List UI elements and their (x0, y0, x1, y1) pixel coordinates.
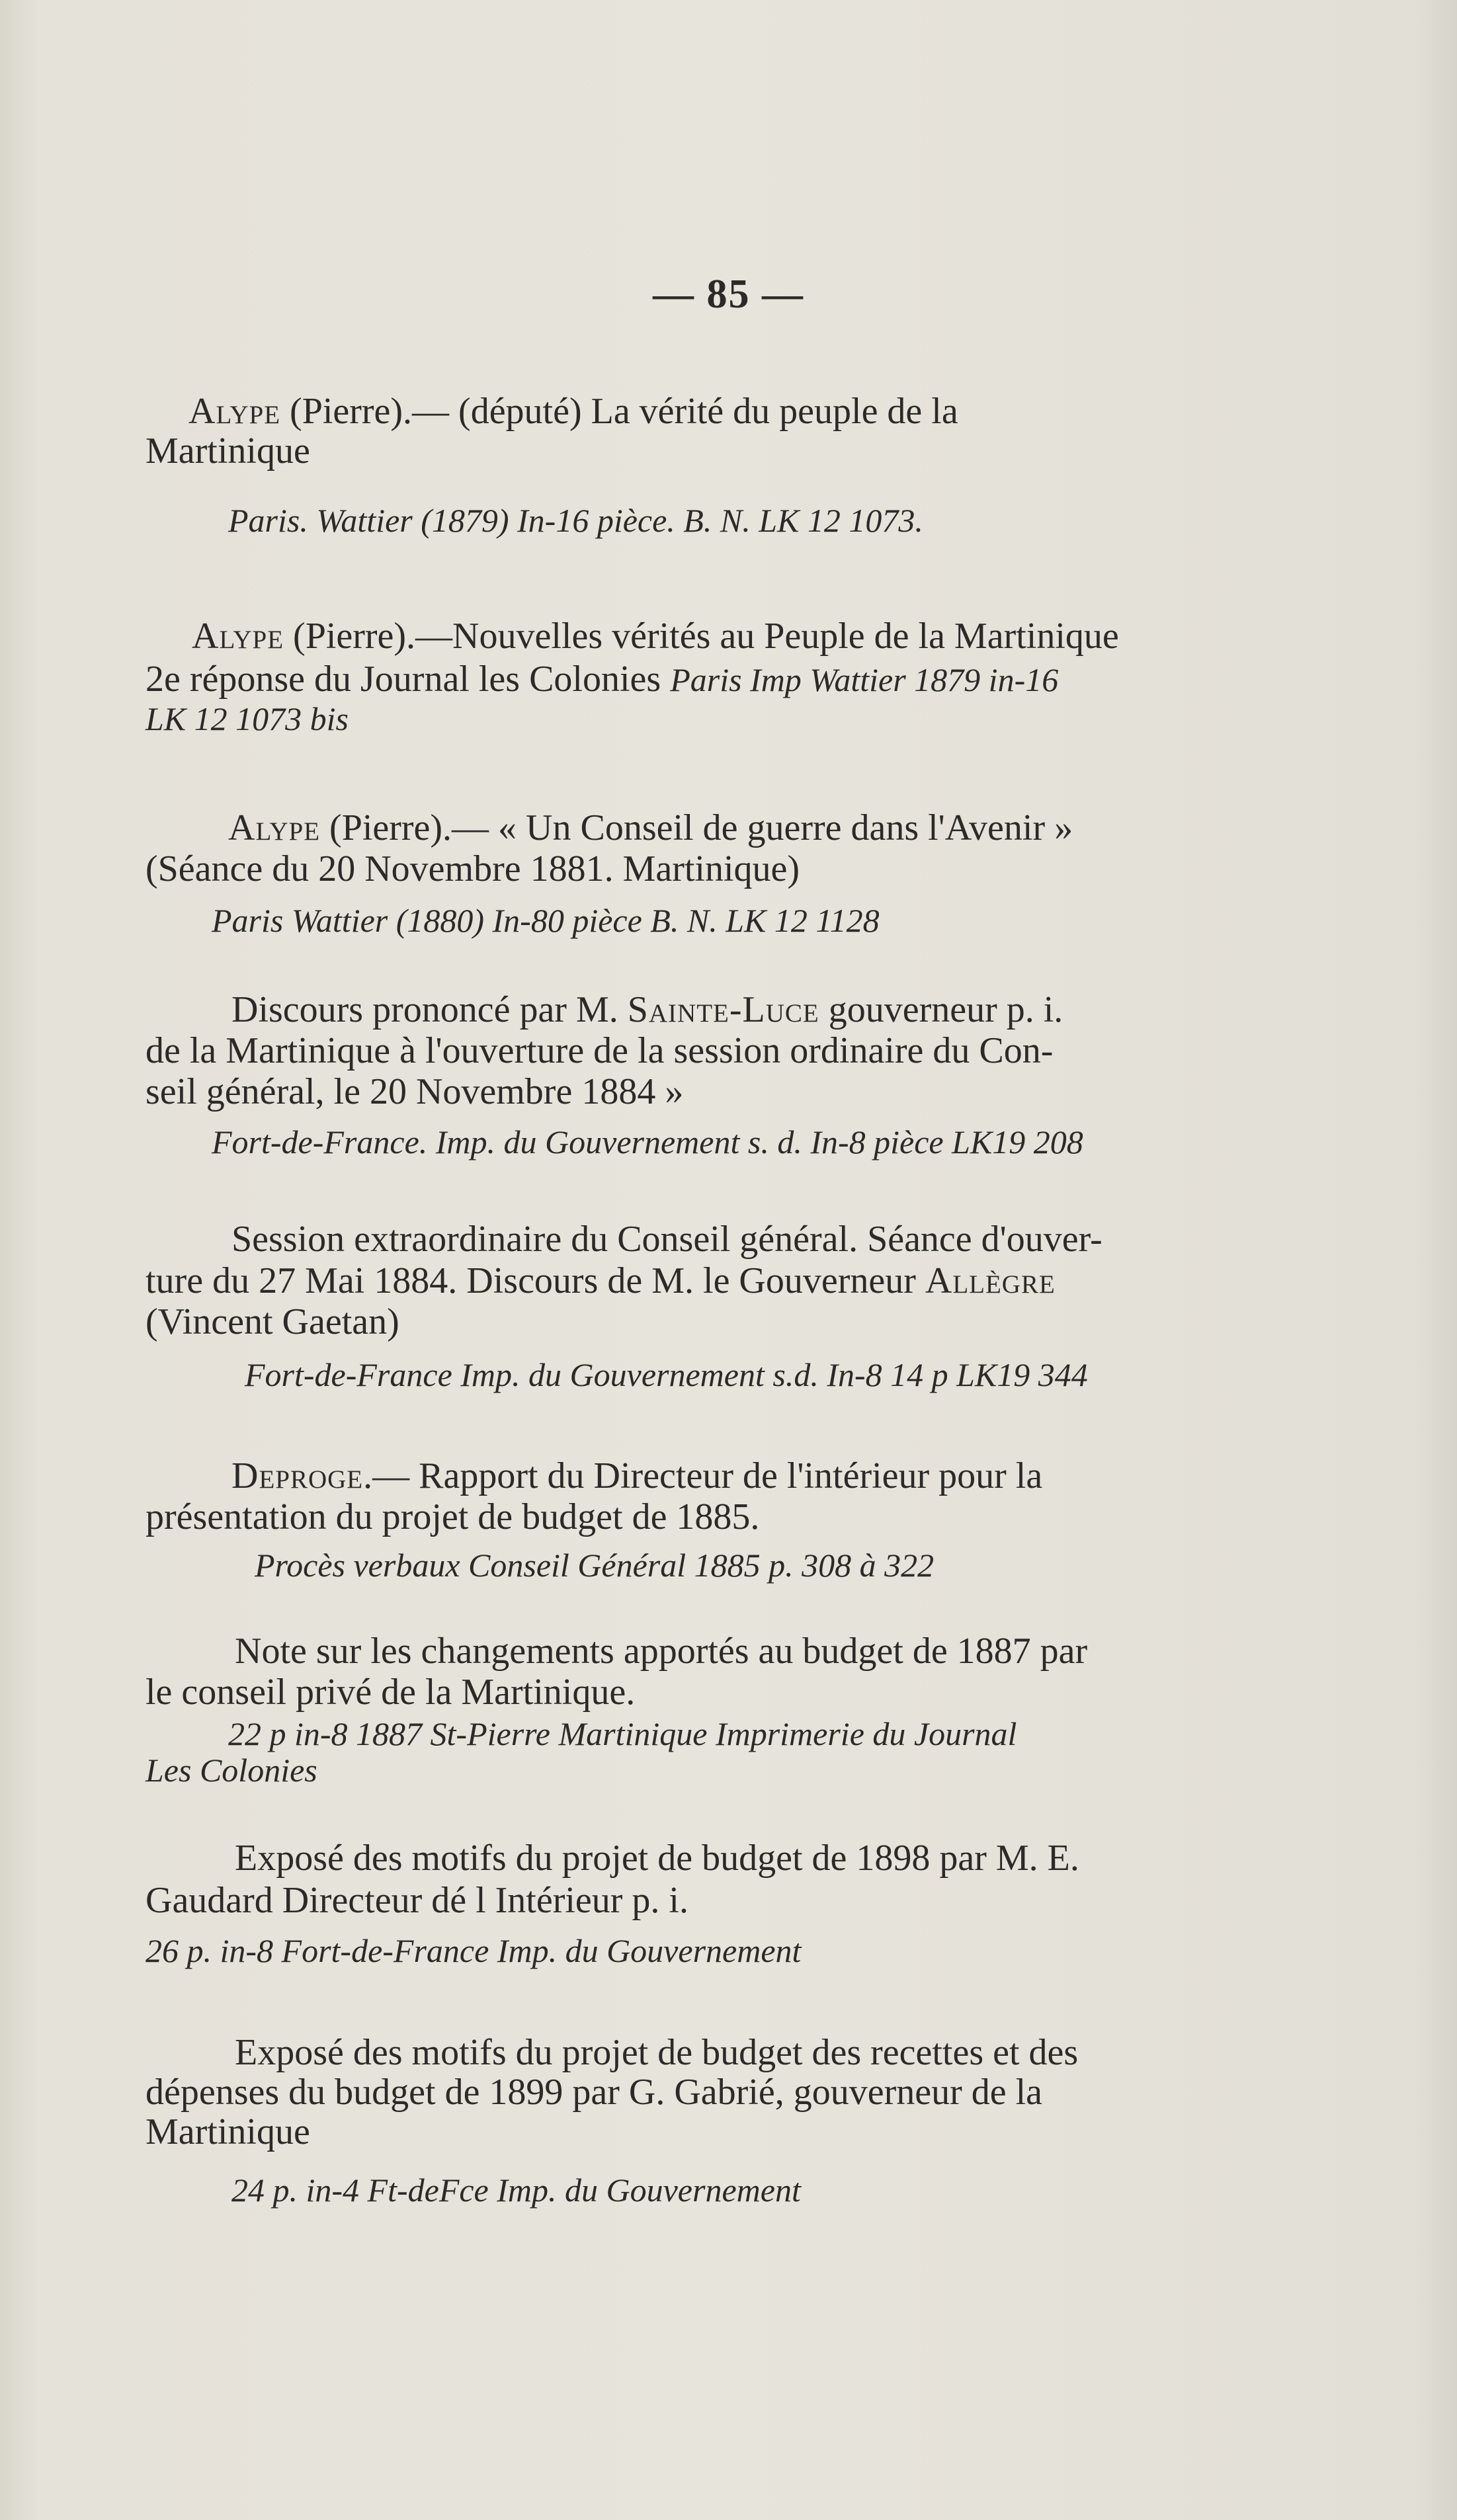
entry-line: ture du 27 Mai 1884. Discours de M. le Gouverneur Allègre (146, 1260, 1056, 1301)
author-name: Deproge (231, 1455, 364, 1496)
entry-line: Gaudard Directeur dé l Intérieur p. i. (146, 1880, 688, 1921)
imprint-line: LK 12 1073 bis (146, 700, 349, 737)
entry-line: Discours prononcé par M. Sainte-Luce gouverneur p. i. (231, 989, 1063, 1030)
author-name: Alype (188, 391, 281, 432)
page-number: — 85 — (653, 272, 804, 317)
imprint-line: Paris. Wattier (1879) In-16 pièce. B. N. LK 12 1073. (228, 502, 923, 539)
entry-line: de la Martinique à l'ouverture de la session ordinaire du Con- (146, 1030, 1054, 1071)
entry-line: présentation du projet de budget de 1885. (146, 1496, 760, 1537)
imprint-line: 26 p. in-8 Fort-de-France Imp. du Gouvernement (146, 1932, 802, 1969)
entry-line: Exposé des motifs du projet de budget des recettes et des (235, 2032, 1079, 2073)
imprint-line: Procès verbaux Conseil Général 1885 p. 308 à 322 (255, 1547, 935, 1584)
entry-line: (Vincent Gaetan) (146, 1301, 399, 1342)
imprint-line: Fort-de-France. Imp. du Gouvernement s. d. In-8 pièce LK19 208 (212, 1123, 1083, 1160)
imprint-line: 24 p. in-4 Ft-deFce Imp. du Gouvernement (231, 2172, 801, 2209)
author-name: Alype (228, 807, 321, 848)
entry-line: Session extraordinaire du Conseil général. Séance d'ouver- (231, 1219, 1103, 1260)
entry-line: le conseil privé de la Martinique. (146, 1672, 636, 1713)
person-name: Allègre (925, 1260, 1056, 1301)
entry-line: Exposé des motifs du projet de budget de 1898 par M. E. (235, 1838, 1079, 1879)
author-name: Alype (192, 616, 284, 657)
imprint-line: Fort-de-France Imp. du Gouvernement s.d. In-8 14 p LK19 344 (245, 1356, 1088, 1393)
imprint-line: Les Colonies (146, 1752, 317, 1789)
entry-line: Note sur les changements apportés au budget de 1887 par (235, 1631, 1088, 1672)
entry-line: Alype (Pierre).—Nouvelles vérités au Peuple de la Martinique (192, 616, 1119, 657)
entry-line: dépenses du budget de 1899 par G. Gabrié, gouverneur de la (146, 2072, 1043, 2113)
entry-line: Alype (Pierre).— (député) La vérité du peuple de la (188, 391, 958, 432)
entry-line: 2e réponse du Journal les Colonies Paris Imp Wattier 1879 in-16 (146, 659, 1059, 700)
entry-line: seil général, le 20 Novembre 1884 » (146, 1071, 684, 1112)
entry-line: Martinique (146, 2111, 310, 2152)
entry-line: Alype (Pierre).— « Un Conseil de guerre dans l'Avenir » (228, 807, 1073, 848)
person-name: Sainte-Luce (627, 989, 819, 1030)
entry-line: Martinique (146, 430, 310, 471)
imprint-line: Paris Wattier (1880) In-80 pièce B. N. LK 12 1128 (212, 902, 880, 939)
imprint-line: 22 p in-8 1887 St-Pierre Martinique Imprimerie du Journal (228, 1715, 1017, 1752)
entry-line: (Séance du 20 Novembre 1881. Martinique) (146, 848, 800, 889)
entry-line: Deproge.— Rapport du Directeur de l'intérieur pour la (231, 1455, 1043, 1496)
